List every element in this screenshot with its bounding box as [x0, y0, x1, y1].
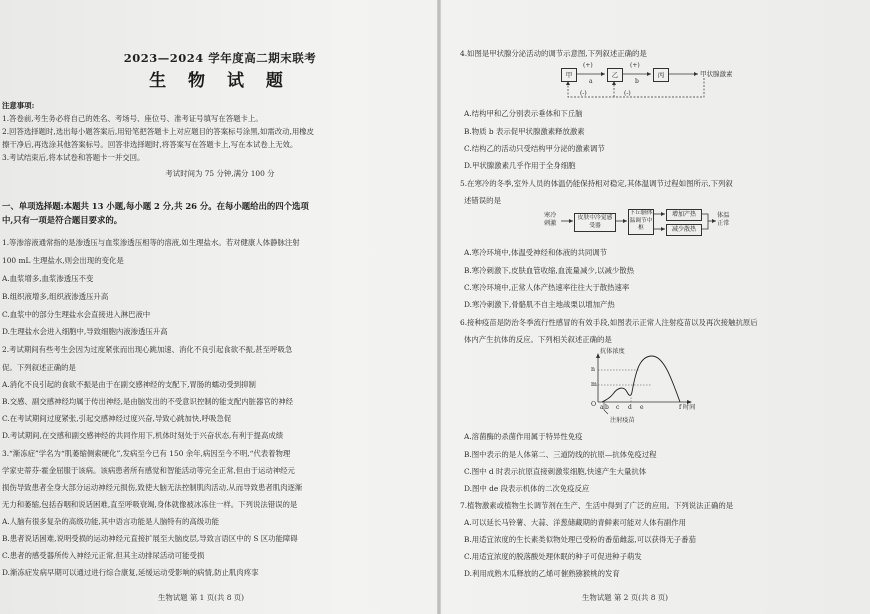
q7-option-a: A.可以延长马铃薯、大蒜、洋葱储藏期的青鲜素可能对人体有副作用 — [464, 518, 687, 527]
q2-option-d: D.考试期间,在交感和副交感神经的共同作用下,机体时刻处于兴奋状态,有利于提高成绩 — [2, 431, 284, 440]
q6-option-d: D.图中 de 段表示机体的二次免疫反应 — [464, 484, 590, 493]
right-page — [440, 0, 870, 614]
q3-stem-1: 3.“渐冻症”学名为“肌萎缩侧索硬化”,发病至今已有 150 余年,病因至今不明,“代表着物理 — [2, 449, 291, 458]
q4-label-b: b — [635, 78, 639, 85]
q5-stimulus: 寒冷刺激 — [544, 212, 557, 227]
q6-tick-c: c — [616, 404, 620, 411]
section1-heading-2: 中,只有一项是符合题目要求的。 — [2, 215, 123, 225]
q7-option-b: B.用适宜浓度的生长素类似物处理已受粉的番茄雌蕊,可以获得无子番茄 — [464, 535, 696, 544]
q4-plus-2: (+) — [630, 62, 640, 69]
q1-option-a: A.血浆增多,血浆渗透压不变 — [2, 274, 94, 283]
q4-box-yi: 乙 — [607, 68, 623, 82]
q4-minus-2: (-) — [624, 90, 631, 97]
q3-stem-2: 学家史蒂芬·霍金屈服于该病。该病患者所有感觉和智能活动等完全正常,但由于运动神经元 — [2, 466, 295, 475]
q3-option-b: B.患者说话困难,说明受损的运动神经元直接扩展至大脑皮层,导致言语区中的 S 区功能障碍 — [2, 534, 298, 543]
q1-stem-cont: 100 mL 生理盐水,则会出现的变化是 — [2, 256, 124, 265]
q6-xlabel: 时间 — [683, 404, 696, 411]
q6-tick-a: a — [600, 404, 604, 411]
section1-heading-1: 一、单项选择题:本题共 13 小题,每小题 2 分,共 26 分。在每小题给出的四个选项 — [2, 201, 309, 211]
q6-tick-f: f — [679, 404, 682, 411]
q1-option-c: C.血浆中的部分生理盐水会直接进入淋巴液中 — [2, 310, 151, 319]
q2-option-b: B.交感、副交感神经均属于传出神经,是由脑发出的不受意识控制的能支配内脏器官的神经 — [2, 397, 293, 406]
q2-option-a: A.消化不良引起的食欲不振是由于在副交感神经的支配下,胃肠的蠕动受到抑制 — [2, 380, 256, 389]
q4-option-c: C.结构乙的活动只受结构甲分泌的激素调节 — [464, 144, 605, 153]
notes-heading: 注意事项: — [2, 101, 35, 110]
q4-box-jia: 甲 — [561, 68, 577, 82]
q3-option-c: C.患者的感受器所传入神经元正常,但其主动排尿活动可能受损 — [2, 551, 205, 560]
left-footer: 生物试题 第 1 页(共 8 页) — [158, 593, 245, 602]
q5-box-center: 下丘脑体温调节中枢 — [628, 209, 654, 235]
q6-graph-svg — [440, 0, 870, 440]
q5-stem-2: 述错误的是 — [464, 196, 501, 205]
q4-label-a: a — [589, 78, 593, 85]
q6-option-c: C.图中 d 时表示抗原直接刺激浆细胞,快速产生大量抗体 — [464, 467, 647, 476]
q1-option-d: D.生理盐水会进入细胞中,导致细胞内液渗透压升高 — [2, 327, 168, 336]
q7-stem: 7.植物激素或植物生长调节剂在生产、生活中得到了广泛的应用。下列说法正确的是 — [460, 501, 734, 510]
q5-box-heat-down: 减少散热 — [666, 224, 702, 236]
q1-stem: 1.等渗溶液通常指的是渗透压与血浆渗透压相等的溶液,如生理盐水。若对健康人体静脉注射 — [2, 238, 300, 247]
q3-stem-3: 损伤导致患者全身大部分运动神经元损伤,致使大脑无法控制肌肉活动,从而导致患者肌肉逐渐 — [2, 483, 303, 492]
q4-plus-1: (+) — [583, 62, 593, 69]
exam-subject-title: 生 物 试 题 — [149, 71, 291, 91]
q6-tick-d: d — [628, 404, 632, 411]
q6-label-m: m — [591, 381, 597, 388]
notes-item-2-cont: 擦干净后,再选涂其他答案标号。回答非选择题时,将答案写在答题卡上,写在本试卷上无效。 — [2, 140, 298, 149]
q4-option-a: A.结构甲和乙分别表示垂体和下丘脑 — [464, 109, 583, 118]
q2-stem-cont: 促。下列叙述正确的是 — [2, 363, 76, 372]
q4-box-bing: 丙 — [653, 68, 669, 82]
q6-inject-label: 注射疫苗 — [610, 417, 635, 424]
notes-item-3: 3.考试结束后,将本试卷和答题卡一并交回。 — [2, 153, 145, 162]
q4-minus-1: (-) — [580, 90, 587, 97]
q5-stem-1: 5.在寒冷的冬季,室外人员的体温仍能保持相对稳定,其体温调节过程如图所示,下列叙 — [460, 179, 733, 188]
q1-option-b: B.组织液增多,组织液渗透压升高 — [2, 292, 109, 301]
q4-option-b: B.物质 b 表示促甲状腺激素释放激素 — [464, 127, 585, 136]
q6-tick-e: e — [640, 404, 644, 411]
q3-option-d: D.渐冻症发病早期可以通过进行综合康复,延缓运动受影响的病情,防止肌肉疼挛 — [2, 568, 259, 577]
q5-option-b: B.寒冷刺激下,皮肤血管收缩,血流量减少,以减少散热 — [464, 266, 635, 275]
q4-target: 甲状腺激素 — [700, 70, 733, 78]
q6-stem-1: 6.接种疫苗是防治冬季流行性感冒的有效手段,如图表示正常人注射疫苗以及再次接触抗原后 — [460, 318, 758, 327]
q5-option-a: A.寒冷环境中,体温受神经和体液的共同调节 — [464, 248, 608, 257]
q5-option-d: D.寒冷刺激下,骨骼肌不自主地战栗以增加产热 — [464, 300, 615, 309]
q5-option-c: C.寒冷环境中,正常人体产热速率往往大于散热速率 — [464, 283, 630, 292]
q3-stem-4: 无力和萎缩,包括吞咽和说话困难,直至呼吸衰竭,身体就像被冰冻住一样。下列说法错误的是 — [2, 500, 298, 509]
q6-tick-b: b — [605, 404, 609, 411]
q5-result: 体温正常 — [717, 212, 730, 227]
q4-stem: 4.如图是甲状腺分泌活动的调节示意图,下列叙述正确的是 — [460, 49, 647, 58]
q4-option-d: D.甲状腺激素几乎作用于全身细胞 — [464, 161, 576, 170]
q3-option-a: A.人脑有很多复杂的高级功能,其中语言功能是人脑特有的高级功能 — [2, 517, 219, 526]
q2-option-c: C.在考试期间过度紧张,引起交感神经过度兴奋,导致心跳加快,呼吸急促 — [2, 414, 232, 423]
q5-box-receptor: 皮肤中冷觉感受器 — [574, 213, 616, 232]
notes-item-2: 2.回答选择题时,选出每小题答案后,用铅笔把答题卡上对应题目的答案标号涂黑,如需改动,用橡皮 — [2, 127, 315, 136]
notes-item-1: 1.答卷前,考生务必将自己的姓名、考场号、座位号、准考证号填写在答题卡上。 — [2, 114, 263, 123]
q5-box-heat-up: 增加产热 — [666, 209, 702, 221]
q6-option-b: B.图中表示的是人体第二、三道防线的抗原—抗体免疫过程 — [464, 450, 657, 459]
q6-label-n: n — [591, 366, 595, 373]
q6-option-a: A.溶菌酶的杀菌作用属于特异性免疫 — [464, 432, 583, 441]
q7-option-c: C.用适宜浓度的脱落酸处理休眠的种子可促进种子萌发 — [464, 552, 642, 561]
exam-time: 考试时间为 75 分钟,满分 100 分 — [165, 169, 275, 178]
q2-stem: 2.考试期间有些考生会因为过度紧张而出现心跳加速、消化不良引起食欲不振,甚至呼吸急 — [2, 345, 293, 354]
right-footer: 生物试题 第 2 页(共 8 页) — [582, 593, 669, 602]
q6-stem-2: 体内产生抗体的反应。下列相关叙述正确的是 — [464, 335, 612, 344]
q6-origin: O — [591, 401, 597, 408]
q6-ylabel: 抗体浓度 — [600, 348, 625, 355]
exam-year-title: 2023—2024 学年度高二期末联考 — [123, 51, 317, 65]
q7-option-d: D.利用成熟木瓜释放的乙烯可催熟猕猴桃的发育 — [464, 569, 620, 578]
